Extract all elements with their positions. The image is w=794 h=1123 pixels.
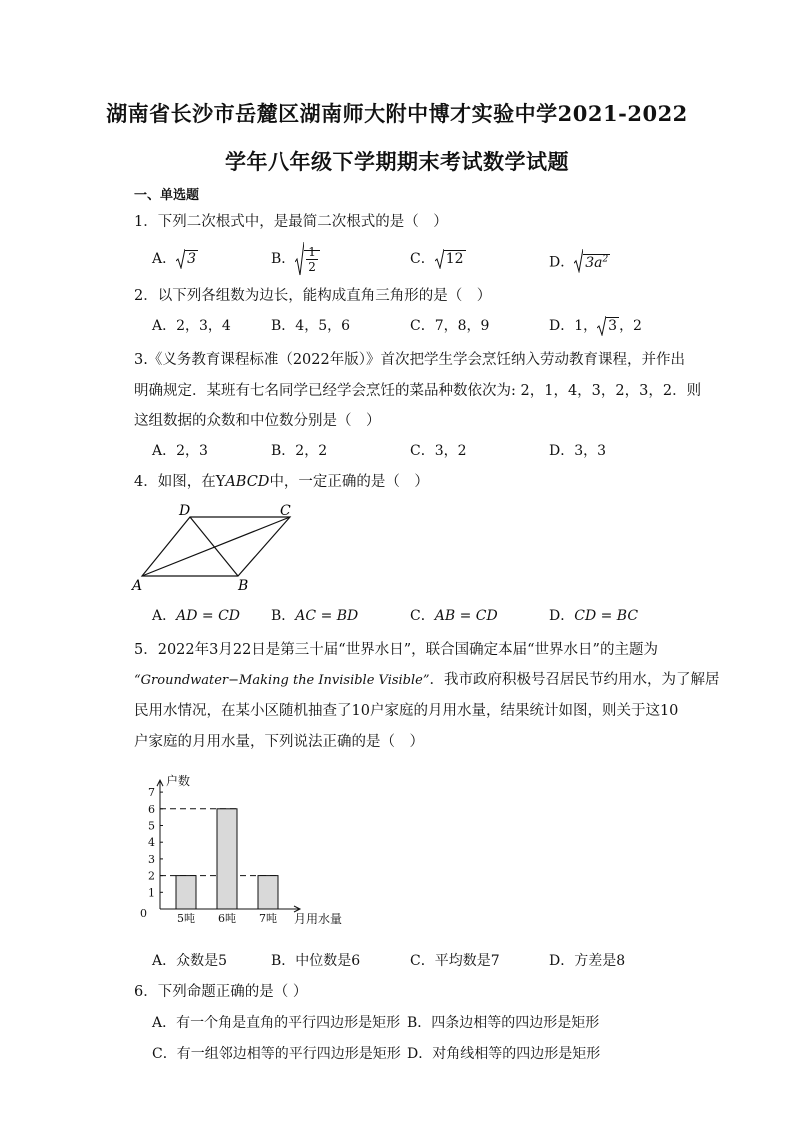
bar [258,876,278,909]
q3-line-3: 这组数据的众数和中位数分别是（ ） [134,413,381,429]
sqrt-sign: $3a^2$ [574,249,610,273]
y-tick-label: 0 [140,907,147,920]
q3-option-a: A．2，3 [152,443,208,459]
q4-option-d: D．CD = BC [549,608,639,624]
q5-line-2: “Groundwater−Making the Invisible Visible”．我市政府积极号召居民节约用水，为了解居 [134,672,720,688]
parallelogram-figure [128,500,308,595]
q3-line-1: 3.《义务教育课程标准（2022年版）》首次把学生学会烹饪纳入劳动教育课程，并作出 [134,352,685,368]
q2-stem: 2．以下列各组数为边长，能构成直角三角形的是（ ） [134,288,492,304]
y-tick-label: 2 [148,869,155,883]
q5-option-c: C．平均数是7 [410,953,500,969]
diagonal-bd [190,517,238,576]
bar [176,876,196,909]
y-tick-label: 5 [148,819,155,833]
q6-option-b: B．四条边相等的四边形是矩形 [407,1015,600,1031]
section-heading: 一、单选题 [134,188,200,203]
q5-option-b: B．中位数是6 [271,953,361,969]
y-tick-label: 6 [148,802,155,816]
q5-line-1: 5．2022年3月22日是第三十届“世界水日”，联合国确定本届“世界水日”的主题为 [134,642,658,658]
q4-option-a: A．AD = CD [152,608,241,624]
vertex-a-label: A [132,578,143,594]
q6-option-d: D．对角线相等的四边形是矩形 [407,1046,601,1062]
title-line-1: 湖南省长沙市岳麓区湖南师大附中博才实验中学2021-2022 [106,101,688,126]
q3-line-2: 明确规定．某班有七名同学已经学会烹饪的菜品种数依次为: 2，1，4，3，2，3，2．则 [134,383,702,399]
q2-option-a: A．2，3，4 [152,318,231,334]
y-axis-title: 户数 [166,774,191,789]
vertex-b-label: B [238,578,249,594]
q3-option-b: B．2，2 [271,443,328,459]
q2-option-c: C．7，8，9 [410,318,490,334]
diagonal-ac [142,517,290,576]
q5-line-4: 户家庭的月用水量，下列说法正确的是（ ） [134,734,424,750]
q6-stem: 6．下列命题正确的是（ ） [134,984,308,1000]
chart-labels [140,773,342,926]
q4-stem: 4．如图，在YABCD中，一定正确的是（ ） [134,474,429,490]
sqrt-sign: 3 [176,249,198,269]
x-tick-label: 5吨 [177,912,195,925]
x-axis-title: 月用水量 [294,912,343,926]
sqrt-sign: $\frac{1}{2}$ [295,242,320,276]
y-tick-label: 1 [148,886,155,900]
vertex-d-label: D [179,503,191,519]
q2-option-b: B．4，5，6 [271,318,351,334]
q5-option-d: D．方差是8 [549,953,626,969]
q1-option-a: A． 3 [152,251,197,267]
water-usage-bar-chart [130,764,370,936]
q5-line-3: 民用水情况，在某小区随机抽查了10户家庭的月用水量，结果统计如图，则关于这10 [134,703,679,719]
y-tick-label: 4 [148,836,155,850]
sqrt-sign: 12 [435,249,466,269]
q6-option-a: A．有一个角是直角的平行四边形是矩形 [152,1015,401,1031]
q1-option-d: D． $3a^2$ [549,249,610,273]
bar [217,809,237,909]
sqrt-sign: 3 [597,316,619,336]
q4-option-b: B．AC = BD [271,608,359,624]
q1-stem: 1．下列二次根式中，是最简二次根式的是（ ） [134,214,448,230]
y-tick-label: 3 [148,852,155,866]
x-tick-label: 6吨 [218,912,236,925]
q1-option-c: C． 12 [410,251,464,267]
title-line-2: 学年八年级下学期期末考试数学试题 [225,149,569,174]
q3-option-d: D．3，3 [549,443,607,459]
parallelogram-symbol: Y [215,474,226,490]
y-tick-label: 7 [148,786,155,800]
bars [176,809,278,909]
q3-option-c: C．3，2 [410,443,467,459]
q2-option-d: D．1， 3 ，2 [549,318,642,334]
x-tick-label: 7吨 [259,912,277,925]
q5-option-a: A．众数是5 [152,953,228,969]
q6-option-c: C．有一组邻边相等的平行四边形是矩形 [152,1046,401,1062]
q4-option-c: C．AB = CD [410,608,498,624]
q1-option-b: B． $\frac{1}{2}$ [271,242,320,276]
vertex-c-label: C [280,503,291,519]
